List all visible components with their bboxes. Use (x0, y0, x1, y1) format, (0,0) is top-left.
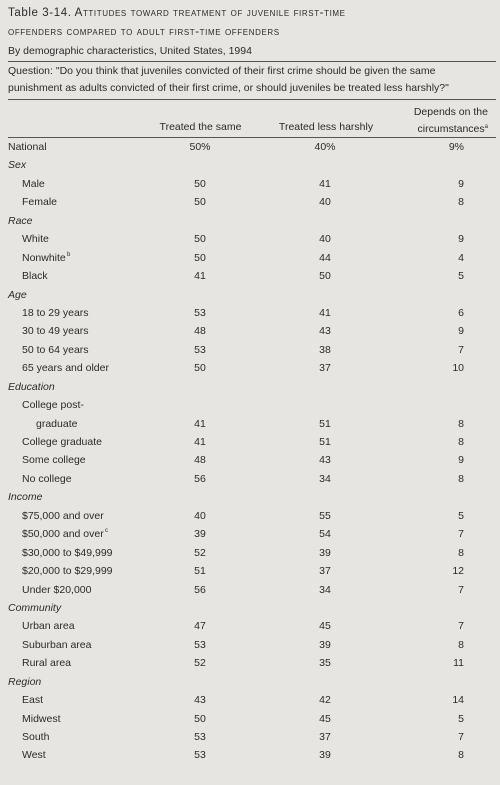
row-label: College graduate (22, 436, 102, 448)
cell-treated-less-harshly: 38 (319, 343, 331, 356)
cell-treated-same: 50 (194, 251, 206, 264)
table-row (8, 581, 496, 599)
cell-treated-same: 50 (194, 362, 206, 375)
section-label: Income (8, 491, 43, 504)
table-row (8, 175, 496, 193)
row-label: South (22, 731, 50, 743)
cell-treated-same: 41 (194, 436, 206, 448)
column-headers (8, 101, 496, 138)
cell-treated-same: 41 (194, 270, 206, 283)
table-row (8, 691, 496, 709)
cell-treated-same: 51 (194, 565, 206, 578)
table-row (8, 341, 496, 359)
row-label: Midwest (22, 712, 61, 725)
cell-depends: 8 (458, 638, 464, 651)
cell-treated-same: 52 (194, 657, 206, 670)
table-row (8, 746, 496, 764)
cell-depends: 14 (452, 694, 464, 707)
cell-treated-same: 39 (194, 528, 206, 541)
table-row (8, 249, 496, 267)
cell-treated-same: 53 (194, 731, 206, 743)
cell-treated-less-harshly: 55 (319, 509, 331, 522)
table-row (8, 562, 496, 580)
cell-treated-less-harshly: 43 (319, 454, 331, 467)
row-label: $50,000 and over (22, 528, 104, 541)
cell-depends: 8 (458, 436, 464, 448)
cell-depends: 6 (458, 306, 464, 319)
cell-treated-less-harshly: 45 (319, 712, 331, 725)
cell-treated-less-harshly: 41 (319, 177, 331, 190)
cell-treated-less-harshly: 43 (319, 325, 331, 338)
column-header-treated-same: Treated the same (159, 121, 242, 133)
cell-treated-less-harshly: 42 (319, 694, 331, 707)
cell-depends: 8 (458, 546, 464, 559)
table-row (8, 451, 496, 469)
table-row (8, 415, 496, 433)
row-label: Male (22, 177, 45, 190)
row-label: Some college (22, 454, 86, 467)
row-label: West (22, 749, 46, 762)
row-label: White (22, 233, 49, 246)
section-label: Region (8, 675, 42, 688)
table-row (8, 525, 496, 543)
cell-treated-same: 41 (194, 417, 206, 430)
cell-depends: 9 (458, 233, 464, 246)
row-label: 30 to 49 years (22, 325, 89, 338)
section-label: Community (8, 601, 62, 614)
table-row (8, 470, 496, 488)
cell-treated-less-harshly: 34 (319, 472, 331, 485)
footnote-marker: b (67, 251, 71, 258)
cell-treated-same: 40 (194, 509, 206, 522)
footnote-marker: a (484, 124, 488, 130)
cell-depends: 7 (458, 731, 464, 743)
cell-treated-same: 50% (189, 141, 211, 153)
row-label: 65 years and older (22, 362, 109, 375)
cell-treated-less-harshly: 39 (319, 638, 331, 651)
cell-treated-less-harshly: 37 (319, 731, 331, 743)
table-row (8, 433, 496, 451)
section-label: Age (8, 288, 27, 301)
table-row (8, 507, 496, 525)
cell-depends: 9 (458, 177, 464, 190)
row-label: Suburban area (22, 638, 92, 651)
cell-treated-same: 48 (194, 454, 206, 467)
table-row (8, 304, 496, 322)
cell-depends: 9 (458, 454, 464, 467)
row-label: 50 to 64 years (22, 343, 89, 356)
cell-treated-less-harshly: 51 (319, 417, 331, 430)
cell-depends: 9% (448, 141, 464, 153)
row-label: Nonwhite (22, 251, 66, 264)
section-heading-row (8, 488, 496, 506)
cell-depends: 4 (458, 251, 464, 264)
cell-depends: 10 (452, 362, 464, 375)
row-label: 18 to 29 years (22, 306, 89, 319)
row-label: National (8, 141, 47, 153)
table-row (8, 728, 496, 746)
section-heading-row (8, 378, 496, 396)
section-label: Race (8, 214, 33, 227)
cell-depends: 7 (458, 343, 464, 356)
cell-treated-same: 43 (194, 694, 206, 707)
divider (8, 61, 496, 62)
title-line-1: Attitudes toward treatment of juvenile first-time (74, 7, 346, 19)
cell-treated-less-harshly: 40 (319, 196, 331, 209)
row-label: $20,000 to $29,999 (22, 565, 113, 578)
section-heading-row (8, 212, 496, 230)
table-row (8, 322, 496, 340)
cell-treated-same: 56 (194, 472, 206, 485)
section-heading-row (8, 156, 496, 174)
divider (8, 99, 496, 100)
table-row (8, 230, 496, 248)
row-label: East (22, 694, 44, 707)
row-label: Black (22, 270, 48, 283)
cell-treated-less-harshly: 39 (319, 749, 331, 762)
table-body (8, 138, 496, 765)
cell-treated-less-harshly: 37 (319, 362, 331, 375)
cell-treated-same: 50 (194, 233, 206, 246)
table-row (8, 138, 496, 156)
section-heading-row (8, 286, 496, 304)
row-label: graduate (36, 417, 78, 430)
cell-depends: 5 (458, 712, 464, 725)
table-row (8, 193, 496, 211)
row-label: $30,000 to $49,999 (22, 546, 113, 559)
cell-treated-less-harshly: 50 (319, 270, 331, 283)
footnote-marker: c (105, 528, 108, 535)
table-row (8, 636, 496, 654)
cell-depends: 9 (458, 325, 464, 338)
cell-treated-same: 50 (194, 196, 206, 209)
table-title (8, 0, 496, 42)
cell-treated-less-harshly: 54 (319, 528, 331, 541)
question-line-2: punishment as adults convicted of their first crime, or should juveniles be treated less harshly?" (8, 82, 449, 94)
cell-depends: 8 (458, 472, 464, 485)
cell-treated-same: 50 (194, 712, 206, 725)
table-number: Table 3-14. (8, 7, 72, 19)
cell-treated-same: 56 (194, 583, 206, 596)
cell-treated-same: 53 (194, 343, 206, 356)
cell-treated-less-harshly: 37 (319, 565, 331, 578)
cell-treated-same: 48 (194, 325, 206, 338)
cell-depends: 7 (458, 528, 464, 541)
cell-depends: 8 (458, 196, 464, 209)
column-header-depends (392, 105, 488, 137)
cell-treated-less-harshly: 39 (319, 546, 331, 559)
cell-treated-less-harshly: 44 (319, 251, 331, 264)
cell-depends: 7 (458, 620, 464, 633)
table-row (8, 710, 496, 728)
cell-depends: 5 (458, 509, 464, 522)
cell-depends: 12 (452, 565, 464, 578)
question-line-1: Question: "Do you think that juveniles convicted of their first crime should be given the same (8, 65, 436, 77)
cell-treated-less-harshly: 51 (319, 436, 331, 448)
table-row (8, 396, 496, 414)
table-row (8, 617, 496, 635)
cell-depends: 8 (458, 749, 464, 762)
cell-treated-same: 53 (194, 638, 206, 651)
table-row (8, 544, 496, 562)
row-label: Rural area (22, 657, 72, 670)
section-label: Education (8, 380, 55, 393)
cell-treated-less-harshly: 35 (319, 657, 331, 670)
cell-treated-less-harshly: 34 (319, 583, 331, 596)
section-heading-row (8, 673, 496, 691)
title-line-2: offenders compared to adult first-time offenders (8, 26, 280, 38)
cell-treated-less-harshly: 40% (314, 141, 336, 153)
table-subtitle: By demographic characteristics, United States, 1994 (8, 45, 252, 57)
cell-treated-less-harshly: 45 (319, 620, 331, 633)
table-row (8, 359, 496, 377)
cell-depends: 7 (458, 583, 464, 596)
column-header-treated-less-harshly: Treated less harshly (278, 121, 374, 133)
row-label: College post- (22, 399, 84, 412)
section-heading-row (8, 599, 496, 617)
cell-depends: 8 (458, 417, 464, 430)
table-row (8, 654, 496, 672)
cell-treated-same: 53 (194, 306, 206, 319)
row-label: Urban area (22, 620, 75, 633)
survey-question (8, 63, 496, 97)
row-label: No college (22, 472, 72, 485)
cell-treated-same: 52 (194, 546, 206, 559)
cell-treated-same: 50 (194, 177, 206, 190)
row-label: $75,000 and over (22, 509, 104, 522)
table-row (8, 267, 496, 285)
cell-treated-less-harshly: 40 (319, 233, 331, 246)
cell-treated-same: 53 (194, 749, 206, 762)
cell-treated-less-harshly: 41 (319, 306, 331, 319)
row-label: Under $20,000 (22, 583, 92, 596)
column-header-depends-line-2: circumstances (417, 123, 485, 135)
row-label: Female (22, 196, 58, 209)
cell-depends: 5 (458, 270, 464, 283)
cell-depends: 11 (453, 657, 464, 670)
section-label: Sex (8, 159, 27, 172)
column-header-depends-line-1: Depends on the (413, 106, 488, 118)
cell-treated-same: 47 (194, 620, 206, 633)
